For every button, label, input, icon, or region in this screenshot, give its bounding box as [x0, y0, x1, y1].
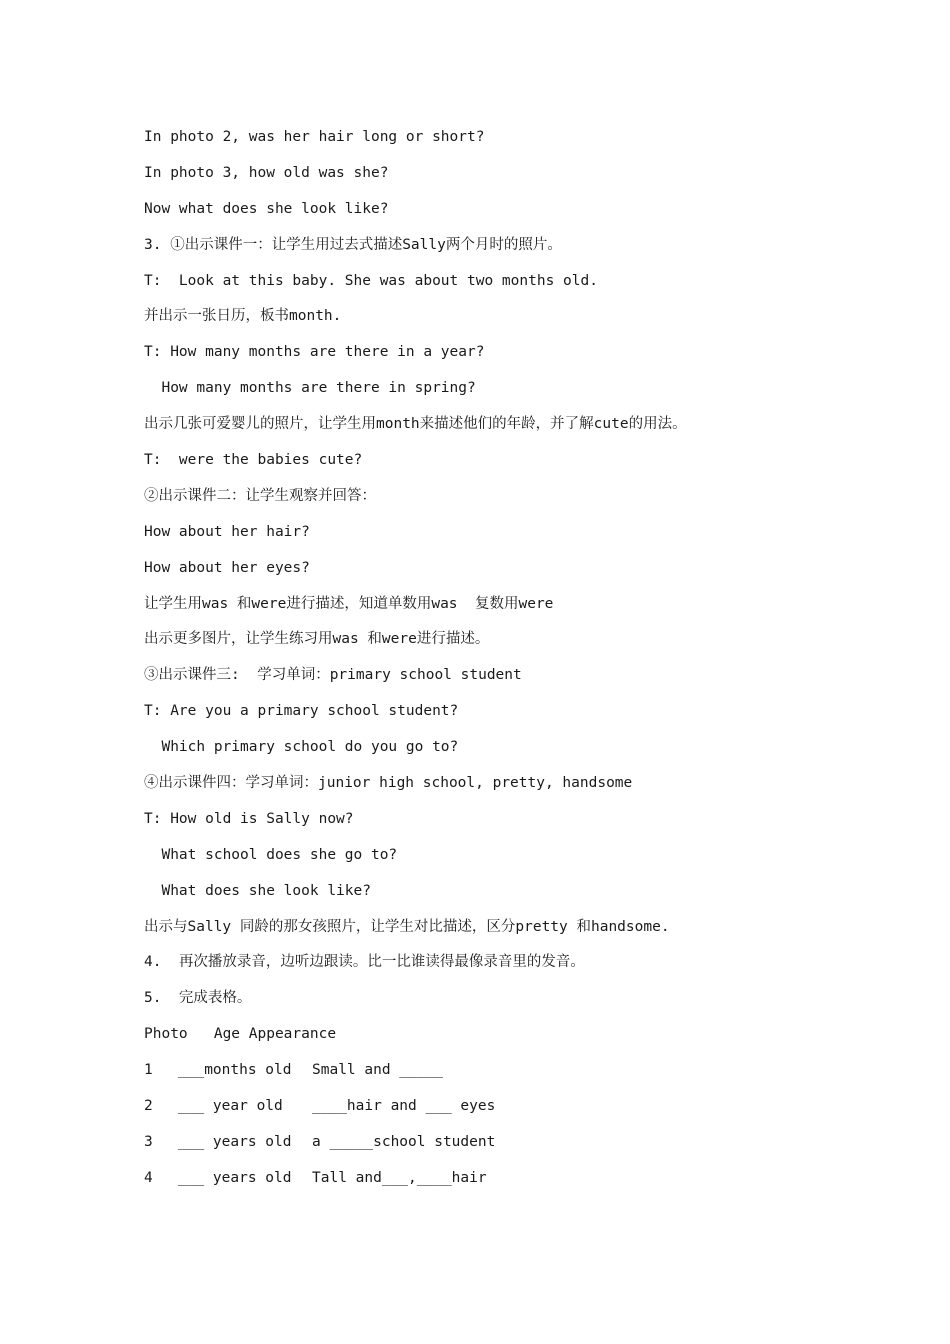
text-line: 3. ①出示课件一：让学生用过去式描述Sally两个月时的照片。: [144, 236, 562, 253]
text-line: How about her hair?: [144, 523, 310, 540]
text-line: Which primary school do you go to?: [144, 739, 459, 756]
text-line: 并出示一张日历，板书month.: [144, 308, 342, 325]
appearance-cell: ____hair and ___ eyes: [312, 1098, 496, 1115]
text-line: Now what does she look like?: [144, 200, 389, 217]
text-line: T: How many months are there in a year?: [144, 344, 485, 361]
photo-cell: 2: [144, 1098, 153, 1115]
text-line: In photo 3, how old was she?: [144, 164, 389, 181]
appearance-cell: Tall and___,____hair: [312, 1169, 487, 1186]
photo-cell: 3: [144, 1133, 153, 1150]
text-line: ②出示课件二：让学生观察并回答：: [144, 487, 376, 504]
text-line: 出示与Sally 同龄的那女孩照片，让学生对比描述，区分pretty 和handsome.: [144, 918, 670, 935]
table-header: Photo Age Appearance: [144, 1026, 337, 1043]
document-page: [144, 126, 824, 1203]
text-line: What does she look like?: [144, 882, 371, 899]
text-line: 5. 完成表格。: [144, 990, 252, 1007]
text-line: T: Look at this baby. She was about two months old.: [144, 272, 598, 289]
text-line: 4. 再次播放录音，边听边跟读。比一比谁读得最像录音里的发音。: [144, 954, 585, 971]
text-line: How many months are there in spring?: [144, 380, 476, 397]
text-line: 出示几张可爱婴儿的照片，让学生用month来描述他们的年龄，并了解cute的用法。: [144, 416, 687, 433]
age-cell: ___months old: [178, 1062, 292, 1079]
table-row: [144, 1167, 824, 1203]
table-row: [144, 1095, 824, 1131]
text-line: ④出示课件四：学习单词：junior high school, pretty, handsome: [144, 775, 633, 792]
text-line: 出示更多图片，让学生练习用was 和were进行描述。: [144, 631, 490, 648]
photo-cell: 4: [144, 1169, 153, 1186]
table-row: [144, 1131, 824, 1167]
age-cell: ___ years old: [178, 1169, 292, 1186]
age-cell: ___ year old: [178, 1098, 283, 1115]
table-row: [144, 1059, 824, 1095]
appearance-cell: a _____school student: [312, 1133, 496, 1150]
text-line: How about her eyes?: [144, 559, 310, 576]
text-line: 让学生用was 和were进行描述，知道单数用was 复数用were: [144, 595, 554, 612]
text-line: In photo 2, was her hair long or short?: [144, 129, 485, 145]
photo-cell: 1: [144, 1062, 153, 1079]
text-line: What school does she go to?: [144, 846, 398, 863]
text-line: ③出示课件三: 学习单词：primary school student: [144, 667, 522, 684]
text-line: T: were the babies cute?: [144, 452, 363, 469]
age-cell: ___ years old: [178, 1133, 292, 1150]
appearance-cell: Small and _____: [312, 1062, 443, 1079]
text-line: T: Are you a primary school student?: [144, 703, 459, 720]
text-line: T: How old is Sally now?: [144, 810, 354, 827]
